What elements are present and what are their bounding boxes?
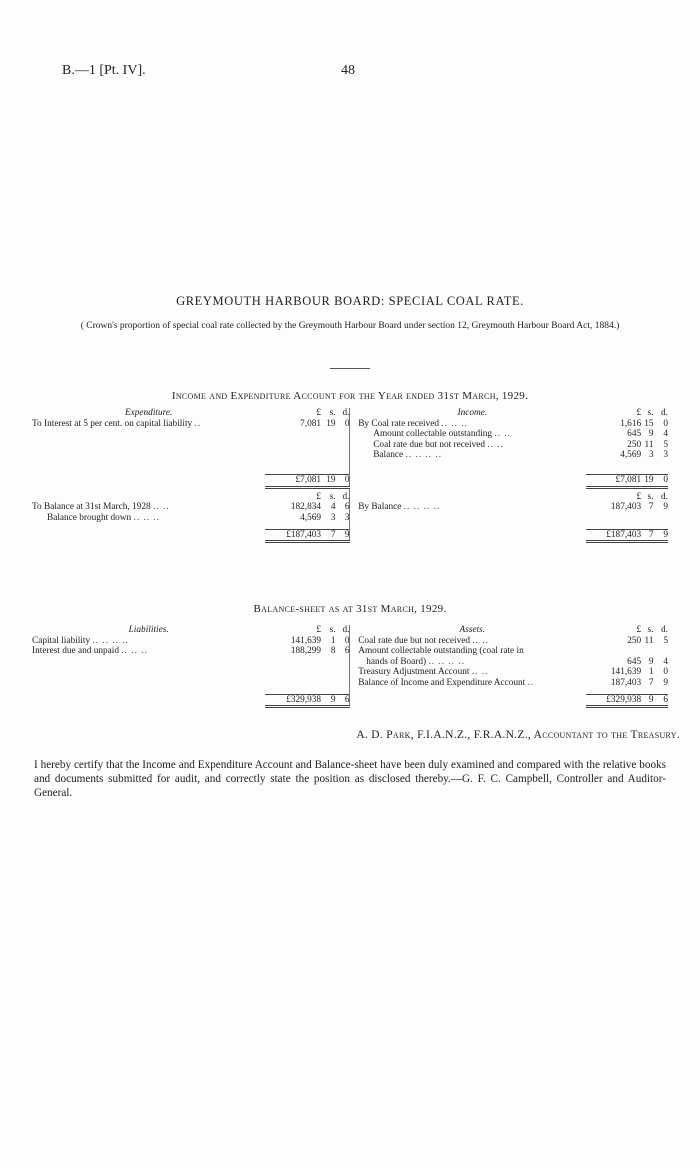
- amount-pence: [654, 646, 669, 657]
- col-pounds: £: [316, 408, 322, 418]
- document-title: GREYMOUTH HARBOUR BOARD: SPECIAL COAL RATE.: [176, 294, 524, 308]
- amount-pence: 9: [663, 677, 668, 688]
- asset-item: [358, 667, 586, 678]
- row-label: To Balance at 31st March, 1928: [32, 502, 151, 512]
- amount-pounds: 4,569: [620, 450, 642, 460]
- leader-dots: .. ..: [152, 502, 170, 512]
- liabilities-label: Liabilities.: [128, 625, 169, 635]
- amount-pence: 0: [663, 667, 668, 677]
- leader-dots: .. ..: [471, 667, 489, 677]
- liabilities-total-pounds: £329,938: [265, 694, 321, 707]
- income-total-pence: 9: [654, 529, 669, 542]
- table-row: [32, 667, 668, 678]
- leader-dots: .. ..: [494, 429, 511, 439]
- row-label: Balance brought down: [47, 512, 132, 523]
- col-shillings: s.: [647, 408, 654, 418]
- amount-pounds: 187,403: [610, 677, 642, 688]
- liabilities-total-shillings: 9: [321, 694, 335, 707]
- amount-shillings: 3: [330, 512, 336, 523]
- amount-pence: 9: [663, 502, 668, 512]
- leader-dots: .. ..: [487, 439, 504, 450]
- leader-dots: .. .. .. ..: [92, 635, 130, 646]
- income-item: [358, 450, 586, 461]
- asset-item: [358, 657, 586, 668]
- document-subtitle: ( Crown's proportion of special coal rate collected by the Greymouth Harbour Board under section 12, Greymouth Harbour Board Act, 1884.): [80, 321, 620, 331]
- amount-pounds: 645: [627, 656, 642, 667]
- col-pence: d.: [661, 625, 668, 635]
- amount-pounds: [586, 646, 641, 657]
- amount-pence: 4: [663, 656, 668, 667]
- expenditure-total-pounds: £187,403: [265, 529, 321, 542]
- table-row: [32, 429, 668, 440]
- amount-shillings: 3: [648, 450, 654, 460]
- amount-pence: 6: [344, 502, 350, 512]
- amount-shillings: 1: [648, 667, 654, 677]
- amount-shillings: 15: [644, 418, 654, 429]
- income-expenditure-table: [32, 408, 668, 543]
- amount-shillings: 11: [644, 635, 654, 646]
- amount-pounds: 250: [627, 635, 642, 646]
- amount-shillings: 11: [644, 439, 654, 450]
- income-total-shillings: 7: [641, 529, 653, 542]
- row-label: Balance: [373, 450, 404, 460]
- col-pence: d.: [661, 491, 668, 502]
- amount-pounds: 141,639: [610, 667, 642, 677]
- col-shillings: s.: [329, 491, 336, 502]
- amount-pounds: 7,081: [300, 418, 322, 429]
- amount-shillings: 7: [648, 502, 654, 512]
- col-pence: d.: [661, 408, 668, 418]
- col-pence: d.: [342, 491, 350, 502]
- table-row: [32, 646, 668, 657]
- amount-pounds: 187,403: [610, 502, 642, 512]
- asset-item: [358, 678, 586, 689]
- amount-pounds: 182,834: [290, 502, 322, 512]
- amount-shillings: 4: [330, 502, 336, 512]
- col-shillings: s.: [329, 408, 336, 418]
- income-total-pence: 0: [654, 475, 669, 488]
- col-pence: d.: [342, 625, 350, 635]
- expenditure-total-pounds: £7,081: [265, 475, 321, 488]
- amount-pence: 6: [344, 646, 350, 656]
- amount-pounds: 4,569: [300, 512, 322, 523]
- amount-pence: 5: [663, 439, 668, 450]
- page-number: 48: [341, 63, 355, 78]
- income-item: [358, 502, 586, 513]
- expenditure-label: Expenditure.: [124, 408, 173, 418]
- col-shillings: s.: [647, 625, 654, 635]
- row-label: Amount collectable outstanding: [373, 429, 493, 439]
- row-label: Amount collectable outstanding (coal rate in: [358, 646, 524, 656]
- table-row: [32, 636, 668, 647]
- table-row: [32, 450, 668, 461]
- amount-pounds: 645: [627, 429, 642, 439]
- amount-shillings: 7: [648, 677, 654, 688]
- row-label: hands of Board): [366, 656, 427, 667]
- asset-item: [358, 646, 586, 657]
- amount-pounds: 188,299: [290, 646, 322, 656]
- row-label: To Interest at 5 per cent. on capital liability: [32, 418, 193, 429]
- table-row: [32, 513, 668, 524]
- col-shillings: s.: [329, 625, 336, 635]
- total-row: [32, 475, 668, 488]
- liabilities-total-pence: 6: [336, 694, 350, 707]
- assets-total-shillings: 9: [641, 694, 653, 707]
- col-pounds: £: [636, 491, 642, 502]
- expenditure-item: [32, 513, 265, 524]
- liability-item: [32, 646, 265, 657]
- amount-shillings: 8: [330, 646, 336, 656]
- income-item: [358, 429, 586, 440]
- col-pounds: £: [316, 625, 322, 635]
- leader-dots: .. .. .. ..: [428, 656, 466, 667]
- title-divider: [330, 368, 370, 369]
- col-pounds: £: [636, 408, 642, 418]
- leader-dots: .. .. ..: [441, 418, 468, 429]
- income-total-shillings: 19: [641, 475, 653, 488]
- row-label: Balance of Income and Expenditure Account: [358, 677, 526, 688]
- table-row: [32, 678, 668, 689]
- amount-shillings: 9: [648, 656, 654, 667]
- leader-dots: .. .. ..: [121, 646, 148, 656]
- row-label: Interest due and unpaid: [32, 646, 119, 656]
- income-account-heading: Income and Expenditure Account for the Year ended 31st March, 1929.: [171, 390, 529, 402]
- amount-shillings: 9: [648, 429, 654, 439]
- amount-shillings: [641, 646, 653, 657]
- amount-shillings: 19: [326, 418, 336, 429]
- document-reference: B.—1 [Pt. IV].: [62, 63, 146, 78]
- leader-dots: .. ..: [472, 635, 489, 646]
- amount-pence: 0: [344, 635, 350, 646]
- auditor-certificate: I hereby certify that the Income and Expenditure Account and Balance-sheet have been duly examined and compared with the relative books and documents submitted for audit, and correctly state the position as disclosed thereby.—G. F. C. Campbell, Controller and Auditor-General.: [34, 759, 666, 799]
- amount-pence: 5: [663, 635, 668, 646]
- col-shillings: s.: [647, 491, 654, 502]
- leader-dots: ..: [194, 418, 202, 429]
- expenditure-item: [32, 419, 265, 430]
- table-row: [32, 502, 668, 513]
- table-row: [32, 419, 668, 430]
- row-label: Capital liability: [32, 635, 91, 646]
- expenditure-total-shillings: 19: [321, 475, 335, 488]
- amount-pounds: 250: [627, 439, 642, 450]
- col-pounds: £: [636, 625, 642, 635]
- total-row: [32, 529, 668, 542]
- amount-pounds: 141,639: [290, 635, 322, 646]
- leader-dots: ..: [527, 677, 535, 688]
- row-label: By Balance: [358, 502, 402, 512]
- assets-total-pence: 6: [654, 694, 669, 707]
- row-label: Treasury Adjustment Account: [358, 667, 470, 677]
- col-pounds: £: [316, 491, 322, 502]
- balance-sheet-heading: Balance-sheet as at 31st March, 1929.: [253, 603, 447, 615]
- amount-pence: 3: [344, 512, 350, 523]
- liability-item: [32, 636, 265, 647]
- leader-dots: .. .. .. ..: [405, 450, 443, 460]
- expenditure-item: [32, 502, 265, 513]
- expenditure-total-shillings: 7: [321, 529, 335, 542]
- assets-total-pounds: £329,938: [586, 694, 641, 707]
- expenditure-total-pence: 0: [336, 475, 350, 488]
- leader-dots: .. .. ..: [133, 512, 161, 523]
- asset-item: [358, 636, 586, 647]
- leader-dots: .. .. .. ..: [403, 502, 441, 512]
- col-pence: d.: [342, 408, 350, 418]
- assets-label: Assets.: [459, 625, 486, 635]
- amount-pence: 4: [663, 429, 668, 439]
- income-total-pounds: £7,081: [586, 475, 641, 488]
- expenditure-total-pence: 9: [336, 529, 350, 542]
- income-total-pounds: £187,403: [586, 529, 641, 542]
- income-label: Income.: [457, 408, 488, 418]
- amount-pence: 0: [344, 418, 350, 429]
- table-row: [32, 657, 668, 668]
- row-label: By Coal rate received: [358, 418, 440, 429]
- amount-pence: 0: [663, 418, 668, 429]
- income-item: [358, 440, 586, 451]
- amount-pounds: 1,616: [620, 418, 642, 429]
- balance-sheet-table: [32, 625, 668, 708]
- table-row: [32, 440, 668, 451]
- income-item: [358, 419, 586, 430]
- accountant-signature: A. D. Park, F.I.A.N.Z., F.R.A.N.Z., Accountant to the Treasury.: [356, 729, 680, 741]
- amount-pence: 3: [663, 450, 668, 460]
- amount-shillings: 1: [330, 635, 336, 646]
- row-label: Coal rate due but not received: [373, 439, 486, 450]
- total-row: [32, 694, 668, 707]
- row-label: Coal rate due but not received: [358, 635, 471, 646]
